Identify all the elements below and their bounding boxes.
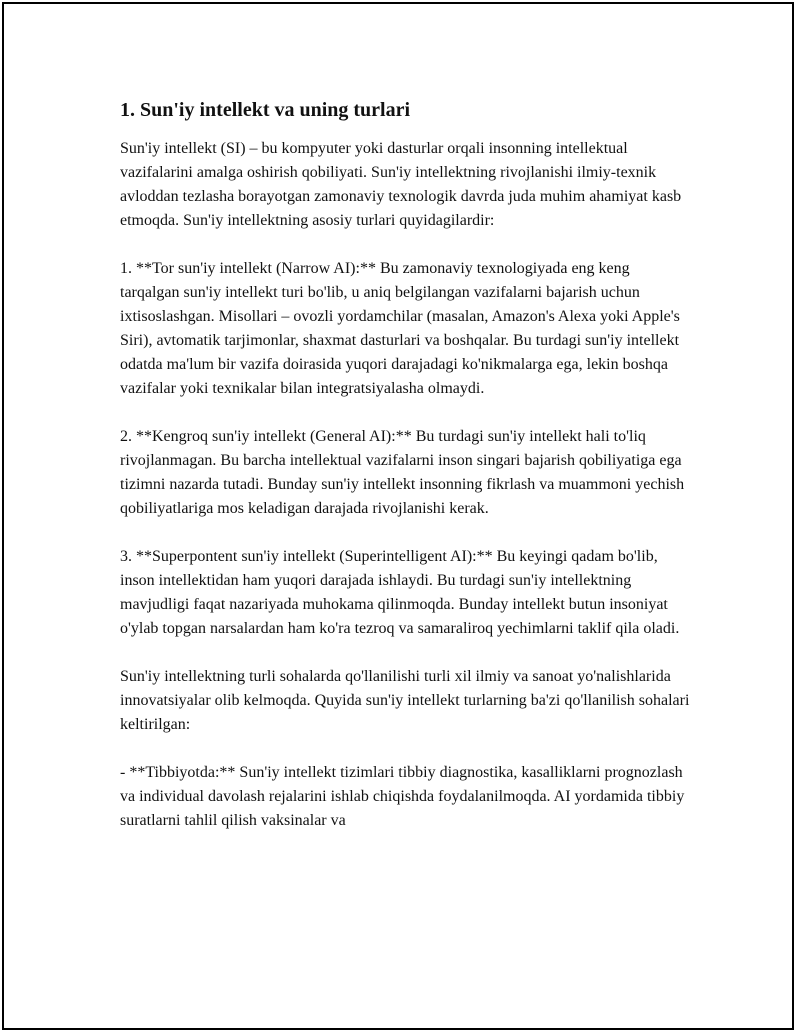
applications-paragraph: Sun'iy intellektning turli sohalarda qo'llanilishi turli xil ilmiy va sanoat yo'nalishlarida innovatsiyalar olib kelmoqda. Quyida sun'iy intellekt turlarning ba'zi qo'llanilish sohalari keltirilgan: <box>120 668 690 733</box>
superintelligent-ai-paragraph: 3. **Superpontent sun'iy intellekt (Superintelligent AI):** Bu keyingi qadam bo'lib, inson intellektidan ham yuqori darajada ishlaydi. Bu turdagi sun'iy intellektning mavjudligi faqat nazariyada muhokama qilinmoqda. Bunday intellekt butun insoniyat o'ylab topgan narsalardan ham ko'ra tezroq va samaraliroq yechimlarni taklif qila oladi. <box>120 548 680 637</box>
medicine-paragraph: - **Tibbiyotda:** Sun'iy intellekt tizimlari tibbiy diagnostika, kasalliklarni prognozlash va individual davolash rejalarini ishlab chiqishda foydalanilmoqda. AI yordamida tibbiy suratlarni tahlil qilish vaksinalar va <box>120 764 685 829</box>
narrow-ai-paragraph: 1. **Tor sun'iy intellekt (Narrow AI):** Bu zamonaviy texnologiyada eng keng tarqalgan sun'iy intellekt turi bo'lib, u aniq belgilangan vazifalarni bajarish uchun ixtisoslashgan. Misollari – ovozli yordamchilar (masalan, Amazon's Alexa yoki Apple's Siri), avtomatik tarjimonlar, shaxmat dasturlari va boshqalar. Bu turdagi sun'iy intellekt odatda ma'lum bir vazifa doirasida yuqori darajadagi ko'nikmalarga ega, lekin boshqa vazifalar yoki texnikalar bilan integratsiyalasha olmaydi. <box>120 260 680 397</box>
general-ai-paragraph: 2. **Kengroq sun'iy intellekt (General AI):** Bu turdagi sun'iy intellekt hali to'liq rivojlanmagan. Bu barcha intellektual vazifalarni inson singari bajarish qobiliyatiga ega tizimni nazarda tutadi. Bunday sun'iy intellekt insonning fikrlash va muammoni yechish qobiliyatlariga mos keladigan darajada rivojlanishi kerak. <box>120 428 685 517</box>
page-frame <box>2 2 794 1030</box>
document-body <box>120 96 690 833</box>
intro-paragraph: Sun'iy intellekt (SI) – bu kompyuter yoki dasturlar orqali insonning intellektual vazifalarini amalga oshirish qobiliyati. Sun'iy intellektning rivojlanishi ilmiy-texnik avloddan tezlasha borayotgan zamonaviy texnologik davrda juda muhim ahamiyat kasb etmoqda. Sun'iy intellektning asosiy turlari quyidagilardir: <box>120 140 682 229</box>
section-title: 1. Sun'iy intellekt va uning turlari <box>120 99 411 121</box>
